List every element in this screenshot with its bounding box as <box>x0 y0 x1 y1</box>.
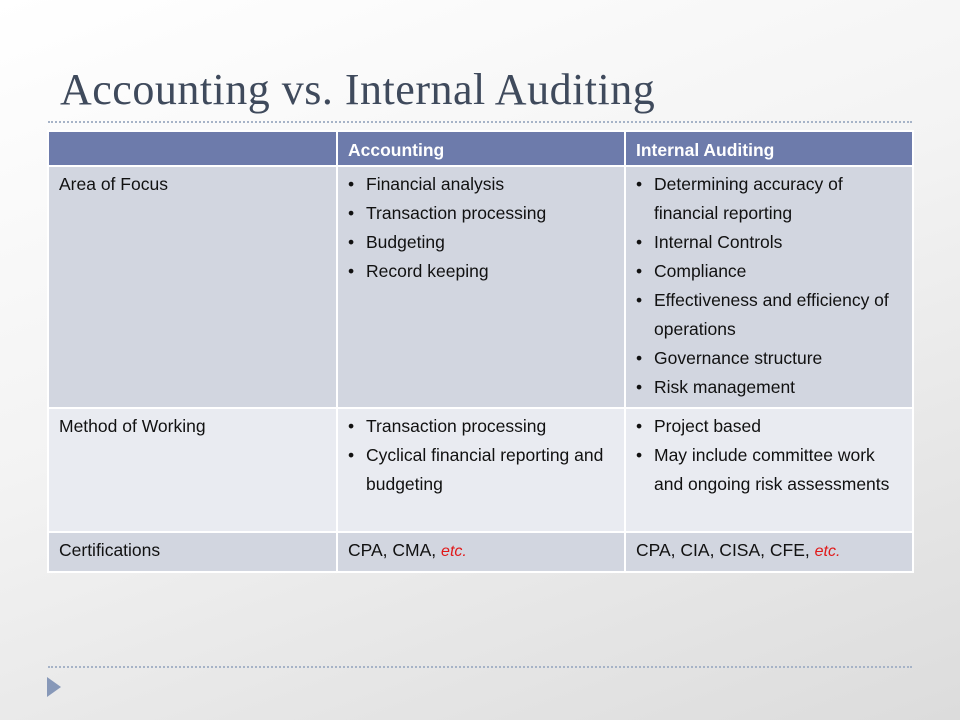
list-item: • Effectiveness and efficiency of operations <box>636 286 902 344</box>
header-accounting: Accounting <box>337 131 625 166</box>
list-item: • Transaction processing <box>348 199 614 228</box>
footer-divider <box>48 666 912 668</box>
auditing-method-cell <box>625 408 913 532</box>
accounting-method-cell <box>337 408 625 532</box>
list-item: • Project based <box>636 412 902 441</box>
auditing-focus-list <box>636 170 902 402</box>
list-item: • Financial analysis <box>348 170 614 199</box>
list-item: • May include committee work and ongoing risk assessments <box>636 441 902 499</box>
comparison-table <box>47 130 914 573</box>
header-blank <box>48 131 337 166</box>
accounting-certifications-cell <box>337 532 625 572</box>
accounting-certifications-text: CPA, CMA, <box>348 540 437 560</box>
auditing-etc-note: etc. <box>814 543 841 560</box>
auditing-certifications-cell <box>625 532 913 572</box>
list-item: • Compliance <box>636 257 902 286</box>
list-item: • Transaction processing <box>348 412 614 441</box>
list-item: • Determining accuracy of financial reporting <box>636 170 902 228</box>
row-label-area-of-focus: Area of Focus <box>48 166 337 408</box>
table-row <box>48 408 913 532</box>
accounting-method-list <box>348 412 614 499</box>
table-row <box>48 532 913 572</box>
list-item: • Record keeping <box>348 257 614 286</box>
slide-title: Accounting vs. Internal Auditing <box>60 65 656 114</box>
list-item: • Risk management <box>636 373 902 402</box>
accounting-focus-cell <box>337 166 625 408</box>
row-label-certifications: Certifications <box>48 532 337 572</box>
list-item: • Internal Controls <box>636 228 902 257</box>
table-header-row <box>48 131 913 166</box>
list-item: • Governance structure <box>636 344 902 373</box>
list-item: • Budgeting <box>348 228 614 257</box>
header-internal-auditing: Internal Auditing <box>625 131 913 166</box>
accounting-etc-note: etc. <box>441 543 467 560</box>
play-arrow-icon <box>47 677 61 697</box>
auditing-focus-cell <box>625 166 913 408</box>
auditing-certifications-text: CPA, CIA, CISA, CFE, <box>636 540 810 560</box>
accounting-focus-list <box>348 170 614 286</box>
row-label-method-of-working: Method of Working <box>48 408 337 532</box>
list-item: • Cyclical financial reporting and budgeting <box>348 441 614 499</box>
table-row <box>48 166 913 408</box>
auditing-method-list <box>636 412 902 499</box>
title-divider <box>48 121 912 123</box>
